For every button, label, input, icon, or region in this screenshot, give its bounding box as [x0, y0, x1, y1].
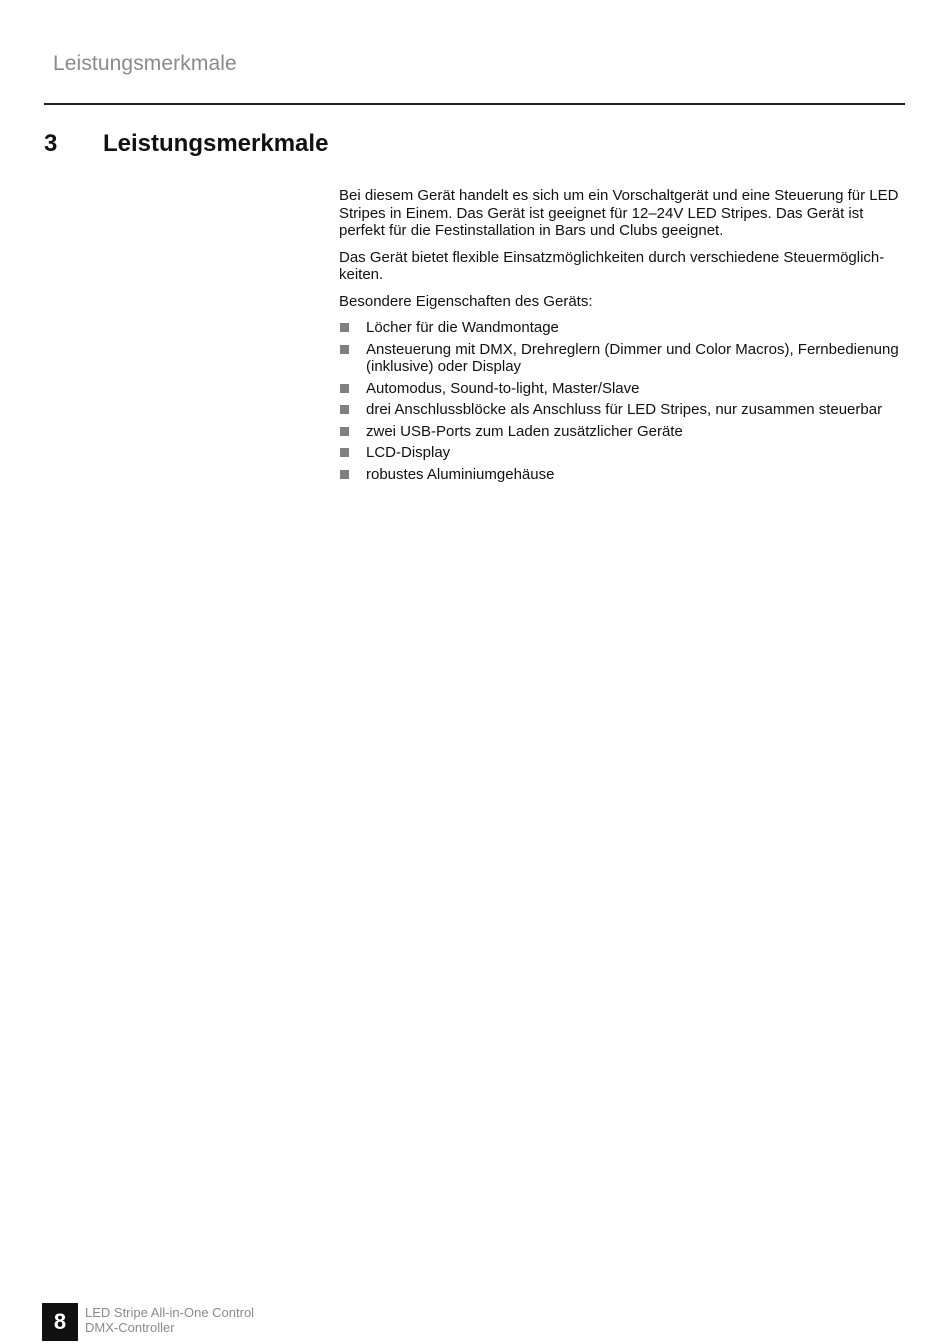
page-number: 8 — [53, 1309, 67, 1334]
footer-product-type: DMX-Controller — [85, 1320, 175, 1335]
intro-paragraph: Bei diesem Gerät handelt es sich um ein Vorschaltgerät und eine Steuerung für LED Stripes in Einem. Das Gerät ist geeignet für 12–24V LED Stripes. Das Gerät ist perfekt für die Festinstallation in Bars und Clubs geeignet. — [339, 187, 899, 239]
feature-item — [339, 401, 905, 419]
feature-item — [339, 319, 905, 337]
feature-text: Löcher für die Wandmontage — [366, 319, 559, 336]
feature-text: zwei USB-Ports zum Laden zusätzlicher Geräte — [366, 422, 683, 440]
feature-text: Ansteuerung mit DMX, Drehreglern (Dimmer und Color Macros), Fernbedienung (inklusive) oder Display — [366, 340, 899, 375]
section-content — [339, 187, 905, 487]
section-number: 3 — [44, 130, 58, 157]
flexibility-paragraph: Das Gerät bietet flexible Einsatzmöglichkeiten durch verschiedene Steuermöglich-keiten. — [339, 248, 885, 283]
running-header: Leistungsmerkmale — [53, 52, 237, 75]
footer-product-name: LED Stripe All-in-One Control — [85, 1305, 255, 1320]
page-number-box — [42, 1303, 78, 1341]
square-bullet-icon — [340, 384, 349, 393]
feature-item — [339, 466, 905, 484]
section-title: Leistungsmerkmale — [103, 130, 329, 157]
feature-item — [339, 341, 905, 376]
square-bullet-icon — [340, 470, 349, 479]
feature-text: Automodus, Sound-to-light, Master/Slave — [366, 379, 640, 397]
square-bullet-icon — [340, 427, 349, 436]
feature-item — [339, 444, 905, 462]
square-bullet-icon — [340, 323, 349, 332]
section-heading — [44, 130, 328, 158]
feature-item — [339, 423, 905, 441]
feature-item — [339, 380, 905, 398]
feature-text: LCD-Display — [366, 444, 451, 461]
features-intro: Besondere Eigenschaften des Geräts: — [339, 292, 593, 310]
square-bullet-icon — [340, 345, 349, 354]
footer-product-info — [85, 1305, 254, 1335]
header-rule — [44, 103, 905, 105]
square-bullet-icon — [340, 448, 349, 457]
feature-text: robustes Aluminiumgehäuse — [366, 465, 555, 483]
feature-list — [339, 319, 905, 483]
square-bullet-icon — [340, 405, 349, 414]
feature-text: drei Anschlussblöcke als Anschluss für LED Stripes, nur zusammen steuerbar — [366, 401, 883, 418]
